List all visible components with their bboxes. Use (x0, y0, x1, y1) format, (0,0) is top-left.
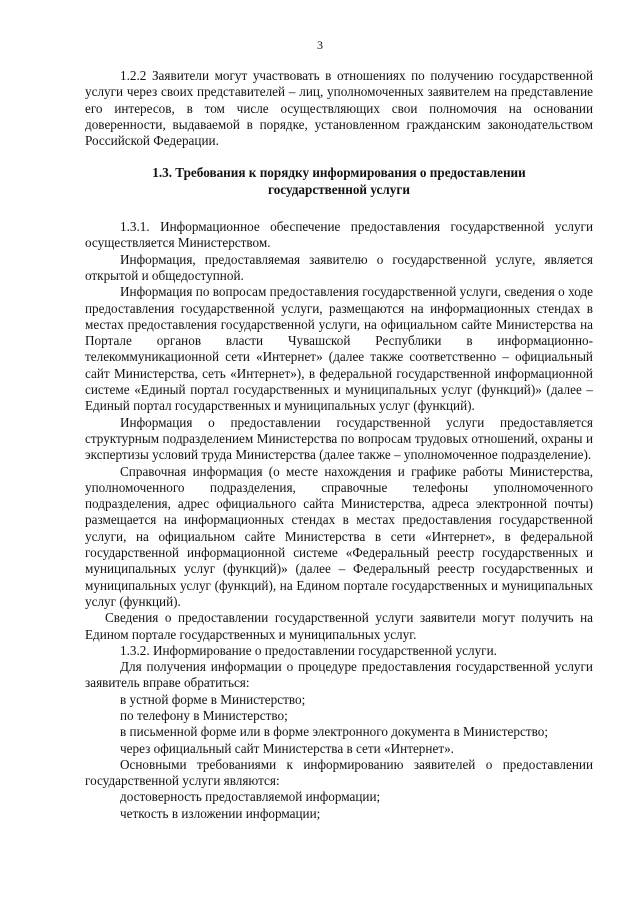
paragraph-1-3-2: 1.3.2. Информирование о предоставлении государственной услуги. (120, 642, 497, 658)
paragraph-requirements-intro: Основными требованиями к информированию заявителей о предоставлении государственной услуги являются: (85, 756, 593, 789)
list-item: в письменной форме или в форме электронного документа в Министерство; (120, 724, 548, 740)
list-item: через официальный сайт Министерства в сети «Интернет». (120, 740, 454, 756)
paragraph-svedeniya: Сведения о предоставлении государственной услуги заявители могут получить на Едином портале государственных и муниципальных услуг. (85, 610, 593, 642)
page-number: 3 (317, 38, 323, 52)
paragraph-1-3-1: 1.3.1. Информационное обеспечение предоставления государственной услуги осуществляется Министерством. (85, 219, 593, 251)
paragraph-reference-info: Справочная информация (о месте нахождения и графике работы Министерства, уполномоченного подразделения, справочные телефоны уполномоченного подразделения, адрес официального сайта Министерства, адреса электронной почты) размещается на информационных стендах в местах предоставления государственной услуги, на официальном сайте Министерства в сети «Интернет», в федеральной государственной информационной системе «Федеральный реестр государственных и муниципальных услуг (функций)» (далее – Федеральный реестр государственных и муниципальных услуг (функций), на Едином портале государственных и муниципальных услуг (функций). (85, 463, 593, 609)
list-item: четкость в изложении информации; (120, 805, 321, 821)
paragraph-contact-intro: Для получения информации о процедуре предоставления государственной услуги заявитель вправе обратиться: (85, 659, 593, 691)
list-item: по телефону в Министерство; (120, 707, 288, 723)
paragraph-info-department: Информация о предоставлении государственной услуги предоставляется структурным подразделением Министерства по вопросам трудовых отношений, охраны и экспертизы условий труда Министерства (далее также – уполномоченное подразделение). (85, 414, 593, 463)
list-item: в устной форме в Министерство; (120, 691, 306, 707)
document-body (85, 68, 593, 822)
paragraph-info-placement: Информация по вопросам предоставления государственной услуги, сведения о ходе предоставления государственной услуги, размещаются на информационных стендах в местах предоставления государственной услуги, на официальном сайте Министерства на Портале органов власти Чувашской Республики в информационно-телекоммуникационной сети «Интернет» (далее также соответственно – официальный сайт Министерства, сеть «Интернет»), в федеральной государственной информационной системе «Единый портал государственных и муниципальных услуг (функций)» (далее – Единый портал государственных и муниципальных услуг (функций). (85, 284, 593, 414)
paragraph-info-open: Информация, предоставляемая заявителю о государственной услуге, является открытой и общедоступной. (85, 251, 593, 283)
list-item: достоверность предоставляемой информации; (120, 789, 381, 805)
section-heading-1-3: 1.3. Требования к порядку информирования о предоставлении государственной услуги (152, 165, 526, 197)
paragraph-1-2-2: 1.2.2 Заявители могут участвовать в отношениях по получению государственной услуги через своих представителей – лиц, уполномоченных заявителем на представление его интересов, в том числе осуществляющих свои полномочия на основании доверенности, выдаваемой в порядке, установленном гражданским законодательством Российской Федерации. (85, 68, 593, 149)
